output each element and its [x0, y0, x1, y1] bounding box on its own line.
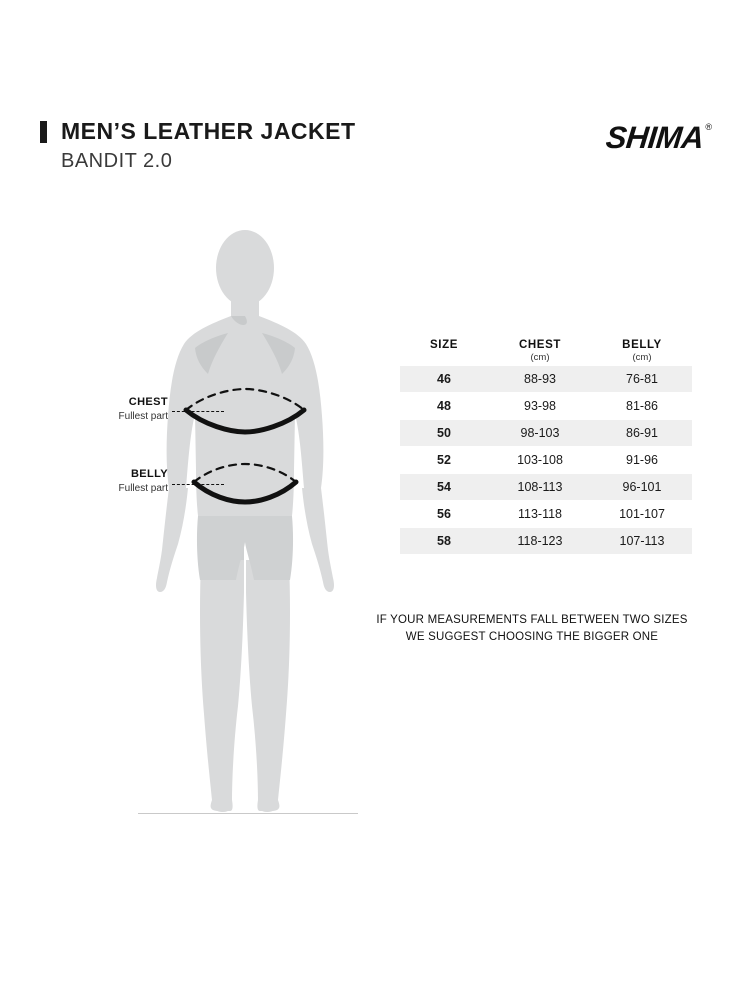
callout-chest-title: CHEST	[128, 396, 168, 408]
cell-belly: 96-101	[592, 474, 692, 501]
size-table-body	[400, 366, 692, 555]
body-figure	[100, 220, 390, 840]
callout-chest-leader-line	[172, 411, 224, 412]
cell-size: 46	[400, 366, 488, 393]
sizing-note-line-2: WE SUGGEST CHOOSING THE BIGGER ONE	[405, 630, 659, 643]
callout-belly-leader-line	[172, 484, 224, 485]
column-header-chest-unit: (cm)	[530, 352, 550, 363]
sizing-note	[362, 612, 702, 645]
cell-chest: 98-103	[488, 420, 592, 447]
column-header-belly-label: BELLY	[622, 339, 662, 351]
column-header-chest-label: CHEST	[519, 339, 561, 351]
cell-chest: 88-93	[488, 366, 592, 393]
cell-belly: 91-96	[592, 447, 692, 474]
left-arm-shape	[156, 488, 188, 592]
cell-belly: 76-81	[592, 366, 692, 393]
cell-size: 52	[400, 447, 488, 474]
shorts-shape	[197, 516, 293, 580]
right-arm-shape	[302, 488, 334, 592]
page-subtitle: BANDIT 2.0	[61, 150, 173, 172]
table-header-row	[400, 335, 692, 366]
table-row	[400, 474, 692, 501]
right-foot-shape	[257, 800, 279, 811]
column-header-chest	[488, 335, 592, 366]
right-leg-shape	[246, 560, 290, 812]
cell-chest: 103-108	[488, 447, 592, 474]
table-row	[400, 366, 692, 393]
callout-belly-title: BELLY	[130, 468, 168, 480]
brand-name: SHIMA	[604, 120, 706, 155]
table-row	[400, 447, 692, 474]
cell-chest: 118-123	[488, 528, 592, 555]
column-header-belly	[592, 335, 692, 366]
table-row	[400, 420, 692, 447]
cell-size: 56	[400, 501, 488, 528]
cell-chest: 108-113	[488, 474, 592, 501]
brand-logo	[606, 120, 712, 156]
left-leg-shape	[200, 560, 244, 812]
cell-chest: 93-98	[488, 393, 592, 420]
cell-size: 48	[400, 393, 488, 420]
sizing-note-line-1: IF YOUR MEASUREMENTS FALL BETWEEN TWO SIZES	[376, 614, 688, 626]
size-table-head	[400, 335, 692, 366]
registered-mark-icon: ®	[705, 122, 712, 132]
table-row	[400, 501, 692, 528]
male-body-illustration	[100, 220, 390, 840]
size-table	[400, 335, 692, 554]
callout-chest	[38, 396, 168, 423]
ground-line	[138, 813, 358, 814]
cell-belly: 81-86	[592, 393, 692, 420]
cell-belly: 86-91	[592, 420, 692, 447]
column-header-belly-unit: (cm)	[632, 352, 652, 363]
cell-size: 58	[400, 528, 488, 555]
page-title: MEN’S LEATHER JACKET	[61, 118, 356, 144]
callout-belly-subtitle: Fullest part	[118, 482, 168, 494]
cell-chest: 113-118	[488, 501, 592, 528]
title-accent-bar	[40, 121, 47, 143]
head-shape	[216, 230, 274, 306]
size-table-wrap	[400, 335, 692, 554]
cell-belly: 101-107	[592, 501, 692, 528]
callout-belly	[38, 468, 168, 495]
cell-size: 50	[400, 420, 488, 447]
column-header-size-label: SIZE	[430, 339, 458, 351]
cell-belly: 107-113	[592, 528, 692, 555]
column-header-size	[400, 335, 488, 366]
cell-size: 54	[400, 474, 488, 501]
left-foot-shape	[211, 800, 233, 811]
table-row	[400, 393, 692, 420]
callout-chest-subtitle: Fullest part	[118, 410, 168, 422]
table-row	[400, 528, 692, 555]
